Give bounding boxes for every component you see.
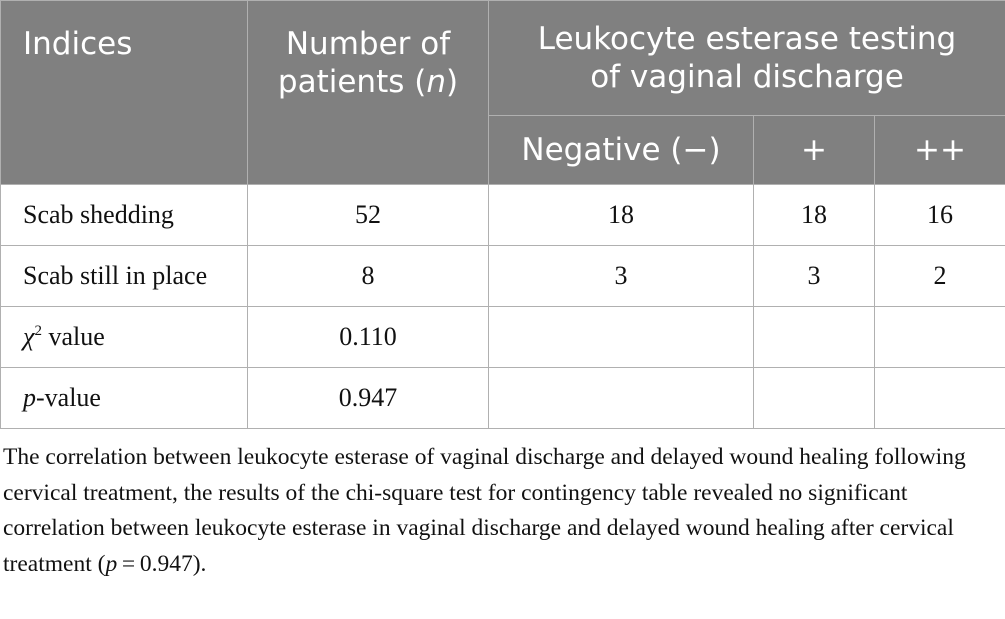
row-label: Scab still in place bbox=[1, 246, 248, 307]
footnote-p-value: = 0.947). bbox=[117, 550, 207, 577]
cell-empty bbox=[875, 307, 1005, 368]
table-row bbox=[1, 185, 1005, 246]
header-group-line1: Leukocyte esterase testing bbox=[537, 21, 957, 57]
header-plus bbox=[754, 116, 875, 185]
cell-chi-square-value: 0.110 bbox=[248, 307, 489, 368]
table-row-chi-square bbox=[1, 307, 1005, 368]
footnote-text: The correlation between leukocyte esterase of vaginal discharge and delayed wound healing following cervical treatment, the results of the chi-square test for contingency table revealed no significant correlation between leukocyte esterase in vaginal discharge and delayed wound healing after cervical treatment ( bbox=[3, 444, 966, 577]
table-row-p-value bbox=[1, 368, 1005, 429]
chi-superscript: 2 bbox=[34, 323, 42, 339]
cell-empty bbox=[489, 368, 754, 429]
cell-empty bbox=[875, 368, 1005, 429]
cell-plus: 18 bbox=[754, 185, 875, 246]
chi-label-suffix: value bbox=[41, 322, 105, 351]
header-plusplus bbox=[875, 116, 1005, 185]
header-negative-label: Negative (−) bbox=[521, 132, 721, 168]
header-leukocyte-esterase-group bbox=[489, 1, 1005, 116]
header-count-n: n bbox=[426, 64, 446, 100]
cell-empty bbox=[489, 307, 754, 368]
table-footnote bbox=[3, 440, 1003, 582]
p-label-suffix: -value bbox=[36, 383, 101, 412]
table-row bbox=[1, 246, 1005, 307]
p-symbol: p bbox=[23, 383, 36, 412]
table-header bbox=[1, 1, 1005, 185]
header-plus-label: + bbox=[801, 132, 827, 168]
row-label-p-value bbox=[1, 368, 248, 429]
table-body bbox=[1, 185, 1005, 429]
cell-p-value: 0.947 bbox=[248, 368, 489, 429]
footnote-p-symbol: p bbox=[105, 550, 118, 577]
header-count-line2-post: ) bbox=[445, 64, 459, 100]
chi-symbol: χ bbox=[23, 322, 35, 351]
header-count-line1: Number of bbox=[285, 26, 451, 62]
cell-plusplus: 2 bbox=[875, 246, 1005, 307]
cell-plusplus: 16 bbox=[875, 185, 1005, 246]
cell-empty bbox=[754, 307, 875, 368]
cell-n: 8 bbox=[248, 246, 489, 307]
header-count-line2-pre: patients ( bbox=[277, 64, 427, 100]
cell-negative: 3 bbox=[489, 246, 754, 307]
header-indices-label: Indices bbox=[23, 26, 133, 62]
row-label: Scab shedding bbox=[1, 185, 248, 246]
header-indices bbox=[1, 1, 248, 185]
row-label-chi-square bbox=[1, 307, 248, 368]
header-plusplus-label: ++ bbox=[914, 132, 966, 168]
header-group-line2: of vaginal discharge bbox=[590, 59, 904, 95]
cell-n: 52 bbox=[248, 185, 489, 246]
cell-empty bbox=[754, 368, 875, 429]
header-patient-count bbox=[248, 1, 489, 185]
cell-plus: 3 bbox=[754, 246, 875, 307]
cell-negative: 18 bbox=[489, 185, 754, 246]
header-negative bbox=[489, 116, 754, 185]
